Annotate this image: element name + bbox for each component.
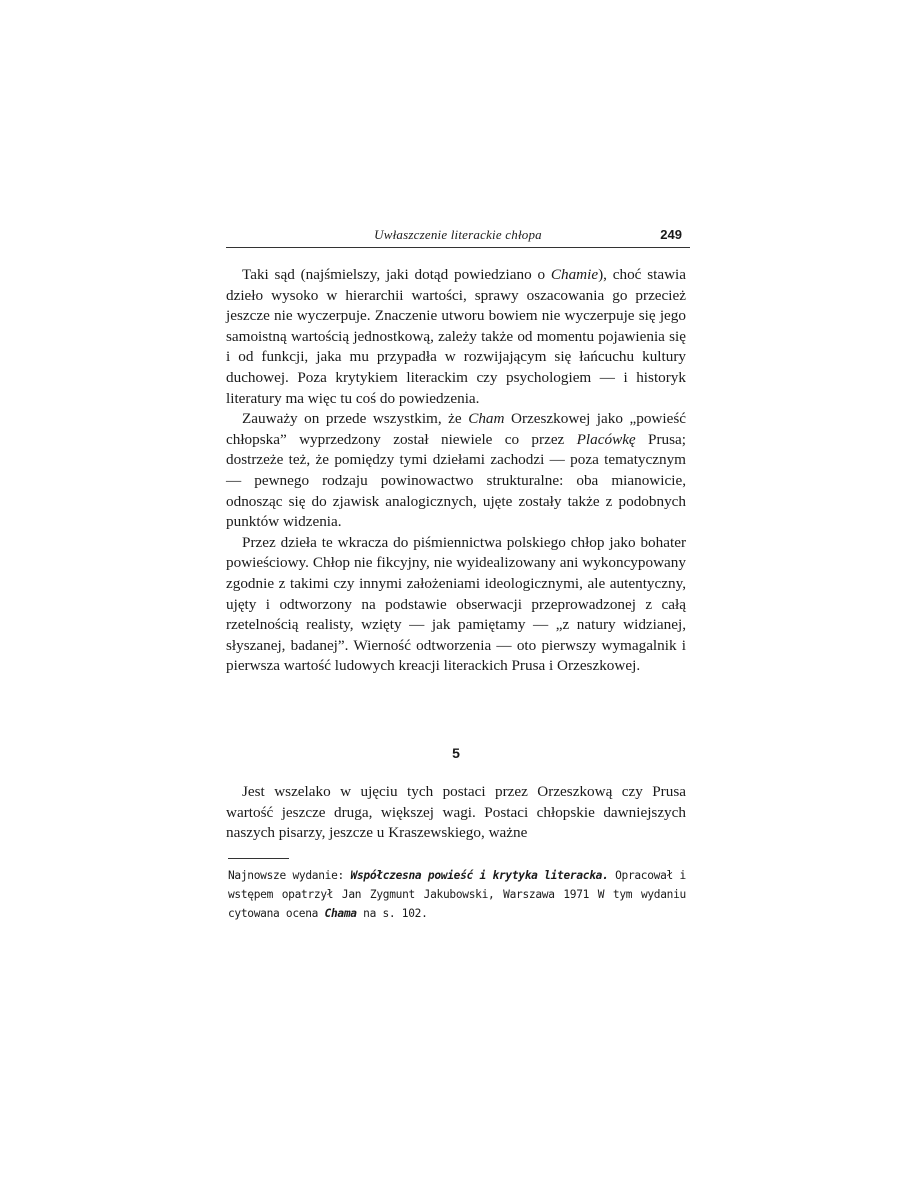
footnote-rule xyxy=(228,858,289,859)
running-title: Uwłaszczenie literackie chłopa xyxy=(374,227,542,242)
paragraph xyxy=(226,409,686,533)
header-rule xyxy=(226,247,690,248)
text-run: Zauważy on przede wszystkim, że xyxy=(242,410,469,428)
italic-title: Cham xyxy=(468,410,505,428)
text-run: Taki sąd (najśmielszy, jaki dotąd powiedziano o xyxy=(242,266,551,283)
text-run: Opracował i wstępem opatrzył Jan Zygmunt Jakubowski, Warszawa 1971 W tym wydaniu cytowana ocena xyxy=(228,869,686,920)
paragraph xyxy=(226,782,686,844)
footnote xyxy=(228,866,686,923)
text-run: Przez dzieła te wkracza do piśmiennictwa polskiego chłop jako bohater powieściowy. Chłop nie fikcyjny, nie wyidealizowany ani wykoncypowany zgodnie z takimi czy innymi założeniami ideologicznymi, ale autentyczny, ujęty i odtworzony na podstawie obserwacji przeprowadzonej z całą rzetelnością realisty, wzięty — jak pamiętamy — „z natury widzianej, słyszanej, badanej”. Wierność odtworzenia — oto pierwszy wymagalnik i pierwsza wartość ludowych kreacji literackich Prusa i Orzeszkowej. xyxy=(226,533,686,675)
section-text xyxy=(226,782,686,844)
text-run: ), choć stawia dzieło wysoko w hierarchii wartości, sprawy oszacowania go przecież jeszcze nie wyczerpuje. Znaczenie utworu bowiem nie wyczerpuje się jego samoistną wartością jednostkową, zależy także od momentu pojawienia się i od funkcji, jaka mu przypadła w rozwijającym się łańcuchu kultury duchowej. Poza krytykiem literackim czy psychologiem — i historyk literatury ma więc tu coś do powiedzenia. xyxy=(226,266,687,407)
italic-title: Chama xyxy=(324,907,357,920)
italic-title: Współczesna powieść i krytyka literacka. xyxy=(350,869,609,882)
text-run: Jest wszelako w ujęciu tych postaci przez Orzeszkową czy Prusa wartość jeszcze druga, większej wagi. Postaci chłopskie dawniejszych naszych pisarzy, jeszcze u Kraszewskiego, ważne xyxy=(226,783,686,842)
italic-title: Chamie xyxy=(550,266,599,283)
text-run: Najnowsze wydanie: xyxy=(228,869,351,882)
italic-title: Placówkę xyxy=(576,430,636,448)
text-run: Orzeszkowej jako „powieść chłopska” wyprzedzony został niewiele co przez xyxy=(226,410,686,448)
running-head xyxy=(226,227,690,245)
main-text xyxy=(226,265,686,677)
section-number: 5 xyxy=(452,745,460,761)
text-run: Prusa; dostrzeże też, że pomiędzy tymi dziełami zachodzi — poza tematycznym — pewnego rodzaju powinowactwo strukturalne: oba mianowicie, odnosząc się do zjawisk analogicznych, ujęte zostały także z podobnych punktów widzenia. xyxy=(226,430,686,531)
text-run: na s. 102. xyxy=(356,907,428,920)
paragraph xyxy=(226,533,686,677)
paragraph xyxy=(226,265,686,409)
page-number: 249 xyxy=(660,227,682,242)
